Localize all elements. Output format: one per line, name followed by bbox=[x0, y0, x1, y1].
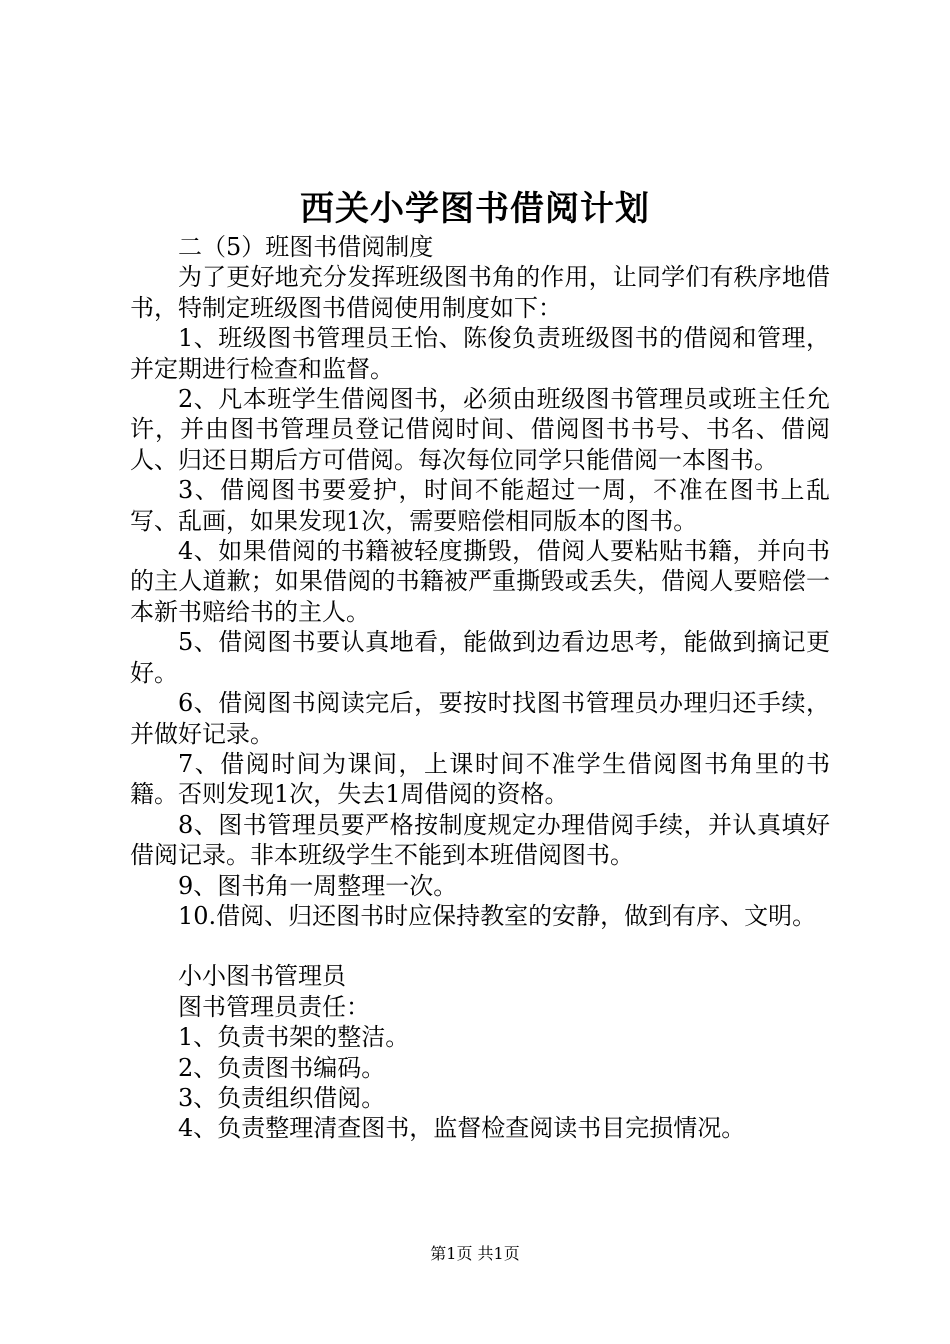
rule-item: 10.借阅、归还图书时应保持教室的安静，做到有序、文明。 bbox=[178, 901, 817, 930]
rule-item: 1、班级图书管理员王怡、陈俊负责班级图书的借阅和管理，并定期进行检查和监督。 bbox=[130, 324, 830, 383]
duty-item: 1、负责书架的整洁。 bbox=[178, 1023, 410, 1052]
duty-item: 2、负责图书编码。 bbox=[178, 1053, 386, 1082]
duty-item: 3、负责组织借阅。 bbox=[178, 1083, 386, 1112]
page-footer: 第1页 共1页 bbox=[430, 1244, 520, 1263]
rule-item: 4、如果借阅的书籍被轻度撕毁，借阅人要粘贴书籍，并向书的主人道歉；如果借阅的书籍被严重撕毁或丢失，借阅人要赔偿一本新书赔给书的主人。 bbox=[130, 537, 830, 626]
rule-item: 9、图书角一周整理一次。 bbox=[178, 871, 458, 900]
rule-item: 3、借阅图书要爱护，时间不能超过一周，不准在图书上乱写、乱画，如果发现1次，需要赔偿相同版本的图书。 bbox=[130, 476, 830, 535]
intro-paragraph: 为了更好地充分发挥班级图书角的作用，让同学们有秩序地借书，特制定班级图书借阅使用制度如下： bbox=[130, 263, 830, 322]
rule-item: 5、借阅图书要认真地看，能做到边看边思考，能做到摘记更好。 bbox=[130, 628, 830, 687]
document-body bbox=[130, 232, 830, 1144]
duties-heading: 图书管理员责任： bbox=[178, 992, 370, 1021]
rule-item: 6、借阅图书阅读完后，要按时找图书管理员办理归还手续，并做好记录。 bbox=[130, 689, 830, 748]
document-title: 西关小学图书借阅计划 bbox=[300, 189, 650, 229]
paragraph-spacer bbox=[130, 931, 830, 961]
duty-item: 4、负责整理清查图书，监督检查阅读书目完损情况。 bbox=[178, 1114, 746, 1143]
section-heading: 二（5）班图书借阅制度 bbox=[178, 233, 434, 261]
librarian-heading: 小小图书管理员 bbox=[178, 962, 346, 991]
rule-item: 2、凡本班学生借阅图书，必须由班级图书管理员或班主任允许，并由图书管理员登记借阅时间、借阅图书书号、书名、借阅人、归还日期后方可借阅。每次每位同学只能借阅一本图书。 bbox=[130, 385, 830, 474]
rule-item: 8、图书管理员要严格按制度规定办理借阅手续，并认真填好借阅记录。非本班级学生不能到本班借阅图书。 bbox=[130, 810, 830, 870]
rule-item: 7、借阅时间为课间，上课时间不准学生借阅图书角里的书籍。否则发现1次，失去1周借阅的资格。 bbox=[130, 749, 830, 809]
